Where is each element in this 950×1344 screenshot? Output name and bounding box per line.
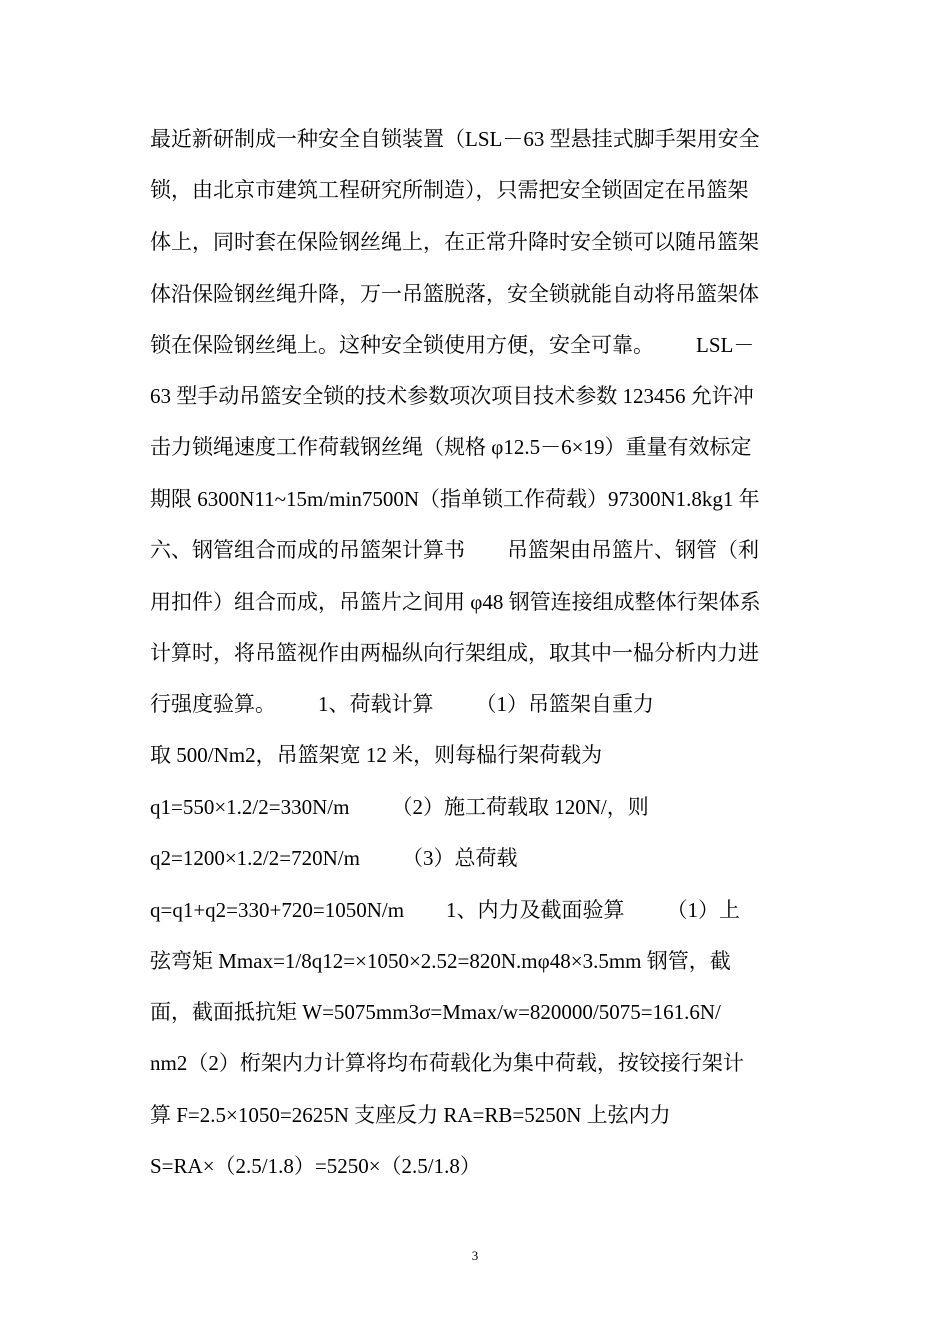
body-text-line: 取 500/Nm2，吊篮架宽 12 米，则每榀行架荷载为: [150, 743, 603, 767]
body-text-line: 锁在保险钢丝绳上。这种安全锁使用方便，安全可靠。 LSL－: [150, 333, 755, 357]
body-text-line: 最近新研制成一种安全自锁装置（LSL－63 型悬挂式脚手架用安全: [150, 127, 760, 151]
body-text-line: 击力锁绳速度工作荷载钢丝绳（规格 φ12.5－6×19）重量有效标定: [150, 435, 752, 459]
body-text-line: 锁，由北京市建筑工程研究所制造），只需把安全锁固定在吊篮架: [150, 178, 749, 202]
body-text-line: q=q1+q2=330+720=1050N/m 1、内力及截面验算 （1）上: [150, 898, 741, 922]
page-number: 3: [471, 1248, 479, 1263]
body-text-line: 算 F=2.5×1050=2625N 支座反力 RA=RB=5250N 上弦内力: [150, 1103, 671, 1127]
body-text-line: 体沿保险钢丝绳升降，万一吊篮脱落，安全锁就能自动将吊篮架体: [150, 282, 759, 306]
body-text-line: 用扣件）组合而成，吊篮片之间用 φ48 钢管连接组成整体行架体系: [150, 590, 761, 614]
body-text-line: S=RA×（2.5/1.8）=5250×（2.5/1.8）: [150, 1154, 481, 1178]
body-text-line: q2=1200×1.2/2=720N/m （3）总荷载: [150, 846, 518, 870]
body-text-line: 弦弯矩 Mmax=1/8q12=×1050×2.52=820N.mφ48×3.5mm 钢管，截: [150, 949, 731, 973]
body-text-line: 六、钢管组合而成的吊篮架计算书 吊篮架由吊篮片、钢管（利: [150, 538, 759, 562]
body-text-line: 期限 6300N11~15m/min7500N（指单锁工作荷载）97300N1.8kg1 年: [150, 487, 760, 511]
body-text-line: 面，截面抵抗矩 W=5075mm3σ=Mmax/w=820000/5075=161.6N/: [150, 1000, 721, 1024]
body-text-line: nm2（2）桁架内力计算将均布荷载化为集中荷载，按铰接行架计: [150, 1051, 744, 1075]
body-text-line: 63 型手动吊篮安全锁的技术参数项次项目技术参数 123456 允许冲: [150, 384, 754, 408]
body-text-line: 体上，同时套在保险钢丝绳上，在正常升降时安全锁可以随吊篮架: [150, 230, 759, 254]
body-text-line: q1=550×1.2/2=330N/m （2）施工荷载取 120N/，则: [150, 795, 649, 819]
body-text-line: 行强度验算。 1、荷载计算 （1）吊篮架自重力: [150, 692, 654, 716]
body-text-line: 计算时，将吊篮视作由两榀纵向行架组成，取其中一榀分析内力进: [150, 641, 759, 665]
